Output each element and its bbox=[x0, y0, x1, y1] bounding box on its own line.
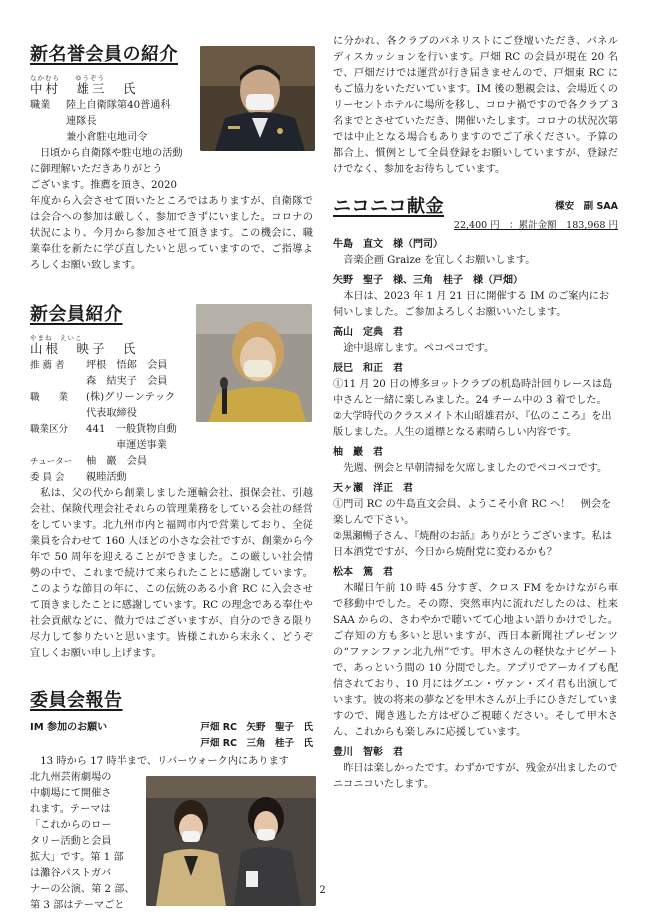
entry-name: 牛島 直文 様（門司） bbox=[333, 239, 443, 250]
entry-body: 昨日は楽しかったです。わずかですが、残金が出ましたのでニコニコいたします。 bbox=[333, 763, 618, 790]
profile-val: 柚 巖 会員 bbox=[86, 456, 148, 467]
new-member-photo bbox=[196, 304, 312, 422]
committee-section bbox=[30, 686, 313, 914]
profile-key: チューター bbox=[30, 457, 73, 467]
officer-portrait-image bbox=[200, 46, 315, 151]
niconico-header bbox=[333, 192, 618, 218]
profile-val: 車運送事業 bbox=[116, 440, 167, 451]
right-column bbox=[333, 34, 618, 793]
committee-body-line: 拡大」です。第 1 部 bbox=[30, 852, 124, 863]
profile-key: 推 薦 者 bbox=[30, 360, 65, 371]
niconico-list bbox=[333, 237, 618, 793]
honorary-body-line: ございます。推薦を頂き、2020 bbox=[30, 180, 177, 191]
honorary-photo bbox=[200, 46, 315, 151]
profile-val: (株)グリーンテック bbox=[86, 392, 176, 403]
committee-body-continued: に分かれ、各クラブのパネリストにご登壇いただき、パネルディスカッションを行います。戸畑 RC の会員が現在 20 名で、戸畑だけでは運営が行き届きませんので、戸畑東 RC にもご協力をいただいています。IM 後の懇親会は、会場近くのリーセントホテルに場所を移し、コロナ禍ですので各クラブ 3 名までとさせていただき、開催いたします。コロナの状況次第では中止となる場合もありますのでご了承ください。予算の都合上、慣例として全員登録をお願いしていますが、登録だけでなく、参加をお待ちしています。 bbox=[333, 36, 618, 175]
niconico-entry bbox=[333, 361, 618, 441]
entry-name: 松本 篤 君 bbox=[333, 567, 393, 578]
profile-val: 親睦活動 bbox=[86, 472, 127, 483]
entry-body: 本日は、2023 年 1 月 21 日に開催する IM のご案内にお伺いしました。ご参加よろしくお願いいたします。 bbox=[333, 291, 610, 318]
profile-val: 坪根 悟郎 会員 bbox=[86, 360, 168, 371]
honorary-title: 新名誉会員の紹介 bbox=[30, 44, 178, 65]
committee-body-first: 13 時から 17 時半まで、リバーウォーク内にあります bbox=[40, 756, 289, 767]
new-member-name: 山根 映子 氏 bbox=[30, 341, 139, 356]
niconico-entry bbox=[333, 745, 618, 793]
committee-body-line: 「これからのロー bbox=[30, 820, 112, 831]
speaker-portrait-image bbox=[196, 304, 312, 422]
new-member-profile bbox=[30, 358, 200, 486]
entry-name: 柚 巖 君 bbox=[333, 447, 383, 458]
committee-body-line: 中劇場にて開催さ bbox=[30, 788, 112, 799]
niconico-entry bbox=[333, 445, 618, 477]
entry-name: 天ヶ瀬 洋正 君 bbox=[333, 483, 413, 494]
entry-body: 先週、例会と早朝清掃を欠席しましたのでペコペコです。 bbox=[343, 463, 608, 474]
committee-subtitle: IM 参加のお願い bbox=[30, 722, 108, 733]
niconico-entry bbox=[333, 273, 618, 321]
profile-val: 代表取締役 bbox=[86, 408, 137, 419]
niconico-saa: 楪安 副 SAA bbox=[555, 201, 618, 212]
new-member-section bbox=[30, 300, 313, 662]
committee-body-line: ナーの公演、第 2 部、 bbox=[30, 884, 135, 895]
honorary-job-line: 陸上自衛隊第40普通科 bbox=[66, 100, 171, 111]
entry-body: 木曜日午前 10 時 45 分すぎ、クロス FM をかけながら車で移動中でした。その際、突然車内に流れだしたのは、杜来 SAA からの、さわやかで聴いてて心地よい語りかけでした。ご存知の方も多いと思いますが、西日本新聞社プレゼンツの“ファンファン北九州”です。甲木さんの軽快なナビゲートで、あっという間の 10 分間でした。アプリでアーカイブも配信されており、10 月にはグエン・ヴァン・ズイ君も出演しています。彼の将来の夢などを甲木さんが上手にひきだしていますので、聞き逃した方はぜひご視聴ください。そして甲木さん、これからも楽しみに応援しています。 bbox=[333, 583, 618, 738]
niconico-entry bbox=[333, 481, 618, 561]
committee-author: 戸畑 RC 矢野 聖子 氏 bbox=[200, 722, 313, 733]
niconico-entry bbox=[333, 565, 618, 741]
committee-body-line: 第 3 部はテーマごと bbox=[30, 900, 125, 911]
honorary-section bbox=[30, 40, 313, 274]
profile-key: 職 業 bbox=[30, 392, 69, 403]
honorary-name-ruby: なかむら ゆうぞう bbox=[30, 74, 105, 82]
honorary-job-label: 職業 bbox=[30, 100, 51, 111]
committee-title: 委員会報告 bbox=[30, 690, 123, 711]
page-number: 2 bbox=[319, 885, 326, 896]
honorary-job bbox=[30, 98, 200, 146]
new-member-body: 私は、父の代から創業しました運輸会社、損保会社、引越会社、保険代理会社それらの管理業務をしている会社の経営をしています。北九州市内と福岡市内で営業しており、全従業員を合わせて 160 人ほどの小さな会社ですが、創業から今年で 50 周年を迎えることができました。この厳しい社会情勢の中で、これまで続けて来られたことに感謝しています。このような節目の年に、この伝統のある小倉 RC に入会させて頂きましたことに感謝しています。RC の理念である奉仕や社会貢献などに、微力ではございますが、自分のできる限り尽力して参りたいと思います。皆様これから末永く、どうぞ宜しくお願い申し上げます。 bbox=[30, 488, 313, 659]
entry-name: 矢野 聖子 様、三角 桂子 様（戸畑） bbox=[333, 275, 523, 286]
honorary-name: 中村 雄三 氏 bbox=[30, 81, 139, 96]
profile-key bbox=[30, 438, 86, 454]
new-member-name-ruby: やまね えいこ bbox=[30, 334, 83, 342]
entry-body: 音楽企画 Graize を宜しくお願いします。 bbox=[343, 255, 536, 266]
honorary-job-line: 兼小倉駐屯地司令 bbox=[66, 132, 148, 143]
profile-key bbox=[30, 374, 86, 390]
profile-key: 委 員 会 bbox=[30, 472, 65, 483]
committee-body-line: 北九州芸術劇場の bbox=[30, 772, 112, 783]
profile-key: 職業区分 bbox=[30, 424, 69, 435]
profile-val: 441 一般貨物自動 bbox=[86, 424, 177, 435]
niconico-title: ニコニコ献金 bbox=[333, 196, 444, 217]
profile-val: 森 結実子 会員 bbox=[86, 376, 168, 387]
honorary-body-line: に御理解いただきありがとう bbox=[30, 164, 163, 175]
profile-key bbox=[30, 406, 86, 422]
niconico-entry bbox=[333, 325, 618, 357]
committee-body-line: タリー活動と会員 bbox=[30, 836, 112, 847]
honorary-job-line: 連隊長 bbox=[66, 116, 97, 127]
honorary-body-narrow bbox=[30, 146, 200, 194]
committee-heading bbox=[30, 720, 313, 754]
niconico-entry bbox=[333, 237, 618, 269]
entry-body: 途中退席します。ペコペコです。 bbox=[343, 343, 495, 354]
entry-name: 辰巳 和正 君 bbox=[333, 363, 403, 374]
niconico-amount: 22,400 円 ：累計金額 183,968 円 bbox=[453, 220, 618, 231]
entry-body: ①門司 RC の牛島直文会員、ようこそ小倉 RC へ！ 例会を楽しんで下さい。 ②黒瀬暢子さん、『焼酎のお話』ありがとうございます。私は日本酒党ですが、今日から焼酎党に変わるかも？ bbox=[333, 499, 612, 558]
entry-name: 豊川 智彰 君 bbox=[333, 747, 403, 758]
new-member-title: 新会員紹介 bbox=[30, 304, 123, 325]
committee-author: 戸畑 RC 三角 桂子 氏 bbox=[200, 738, 313, 749]
honorary-body-line: 日頃から自衛隊や駐屯地の活動 bbox=[40, 148, 183, 159]
entry-body: ①11 月 20 日の博多ヨットクラブの机島時計回りレースは島中さんと一緒に楽しみました。24 チーム中の 3 着でした。 ②大学時代のクラスメイト木山昭雄君が、『仏のこころ』を出版しました。人生の道標となる素晴らしい内容です。 bbox=[333, 379, 613, 438]
committee-body-line: れます。テーマは bbox=[30, 804, 111, 815]
honorary-body: 年度から入会させて頂いたところではありますが、自衛隊では会合への参加は厳しく、参加できずにいました。コロナの状況により、今月から参加させて頂きます。この機会に、職業奉仕を新たに学び直したいと思っていますので、ご指導よろしくお願い致します。 bbox=[30, 196, 313, 271]
committee-body-line: は灘谷パストガバ bbox=[30, 868, 112, 879]
entry-name: 高山 定典 君 bbox=[333, 327, 403, 338]
left-column bbox=[30, 40, 313, 914]
